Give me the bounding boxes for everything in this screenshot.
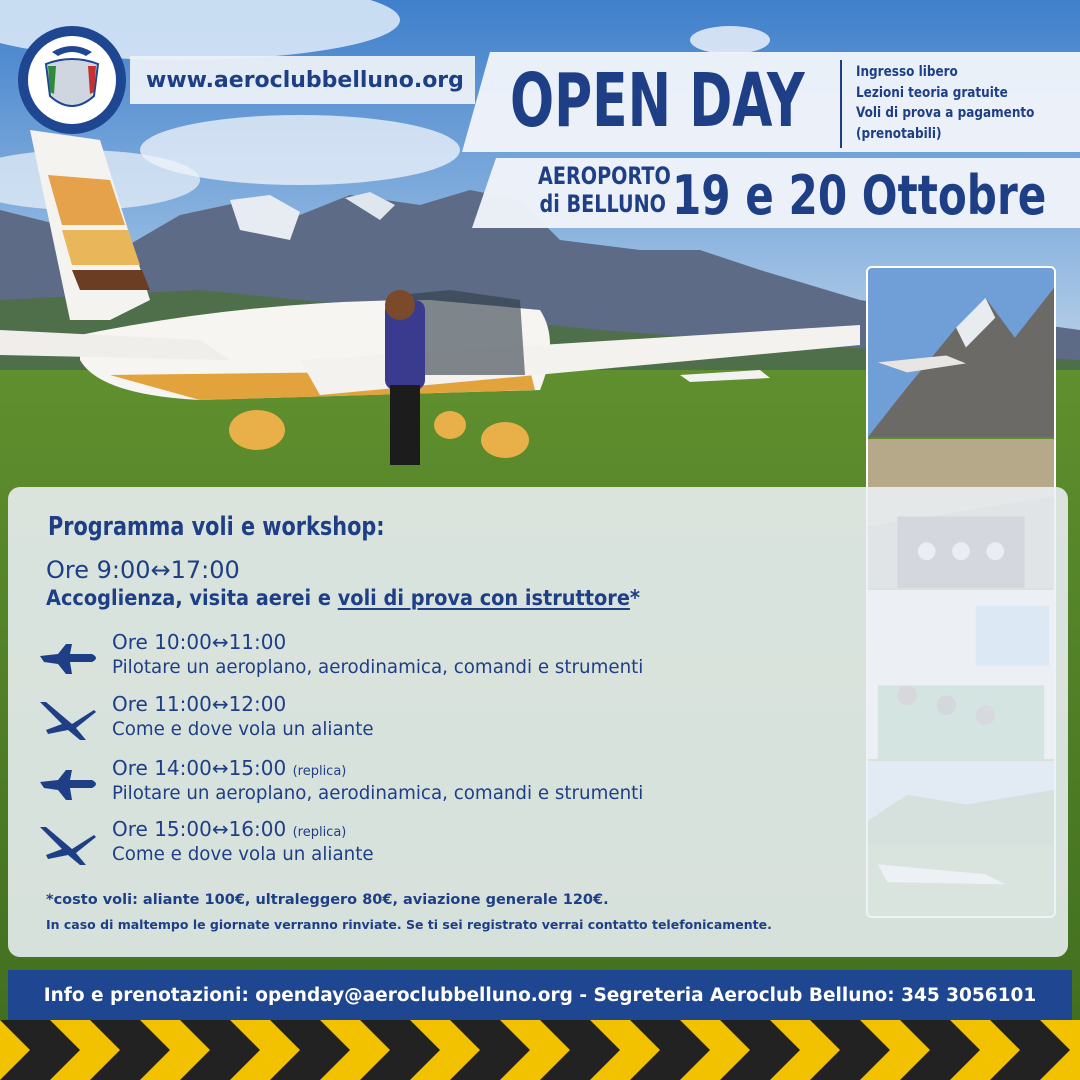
contact-bar[interactable]: Info e prenotazioni: openday@aeroclubbelluno.org - Segreteria Aeroclub Belluno: 345 3056101 — [8, 970, 1072, 1020]
schedule-description: Come e dove vola un aliante — [112, 843, 374, 865]
schedule-item — [36, 756, 836, 818]
schedule-item — [36, 630, 836, 692]
time-text: Ore 14:00↔15:00 — [112, 756, 287, 780]
time-text: Ore 11:00↔12:00 — [112, 692, 287, 716]
aeroclub-logo — [16, 24, 128, 136]
schedule-time — [112, 756, 346, 780]
asterisk: * — [629, 586, 641, 610]
program-heading: Programma voli e workshop: — [48, 512, 385, 542]
replica-tag: (replica) — [292, 764, 347, 779]
event-info-list — [856, 62, 1034, 144]
replica-tag: (replica) — [292, 825, 347, 840]
glider-icon — [36, 823, 102, 867]
time-text: Ore 10:00↔11:00 — [112, 630, 287, 654]
runway-stripes — [0, 1020, 1080, 1080]
glider-icon — [36, 698, 102, 742]
schedule-item — [36, 692, 836, 754]
airplane-icon — [36, 636, 102, 680]
weather-note: In caso di maltempo le giornate verranno rinviate. Se ti sei registrato verrai contatto telefonicamente. — [46, 917, 772, 932]
title-divider — [840, 60, 842, 148]
website-url[interactable]: www.aeroclubbelluno.org — [130, 56, 475, 104]
info-line: Ingresso libero — [856, 64, 958, 80]
trial-flight-link[interactable]: voli di prova con istruttore — [337, 586, 630, 610]
location-line-1: AEROPORTO — [538, 162, 671, 190]
schedule-description: Pilotare un aeroplano, aerodinamica, comandi e strumenti — [112, 782, 644, 804]
page-title: OPEN DAY — [510, 58, 805, 144]
schedule-time — [112, 817, 346, 841]
event-dates: 19 e 20 Ottobre — [672, 164, 1047, 227]
location-line-2: di BELLUNO — [539, 190, 666, 218]
cost-note: *costo voli: aliante 100€, ultraleggero 80€, aviazione generale 120€. — [46, 892, 609, 908]
info-line: (prenotabili) — [856, 125, 942, 142]
schedule-time — [112, 692, 286, 716]
schedule-time — [112, 630, 286, 654]
main-desc-text: Accoglienza, visita aerei e — [46, 586, 338, 610]
main-description — [46, 586, 640, 610]
info-line: Lezioni teoria gratuite — [856, 84, 1008, 101]
location-label — [538, 162, 671, 218]
airplane-icon — [36, 762, 102, 806]
schedule-item — [36, 817, 836, 879]
main-time: Ore 9:00↔17:00 — [46, 556, 240, 584]
schedule-description: Come e dove vola un aliante — [112, 718, 374, 740]
time-text: Ore 15:00↔16:00 — [112, 817, 287, 841]
schedule-description: Pilotare un aeroplano, aerodinamica, comandi e strumenti — [112, 656, 644, 678]
info-line: Voli di prova a pagamento — [856, 105, 1035, 121]
